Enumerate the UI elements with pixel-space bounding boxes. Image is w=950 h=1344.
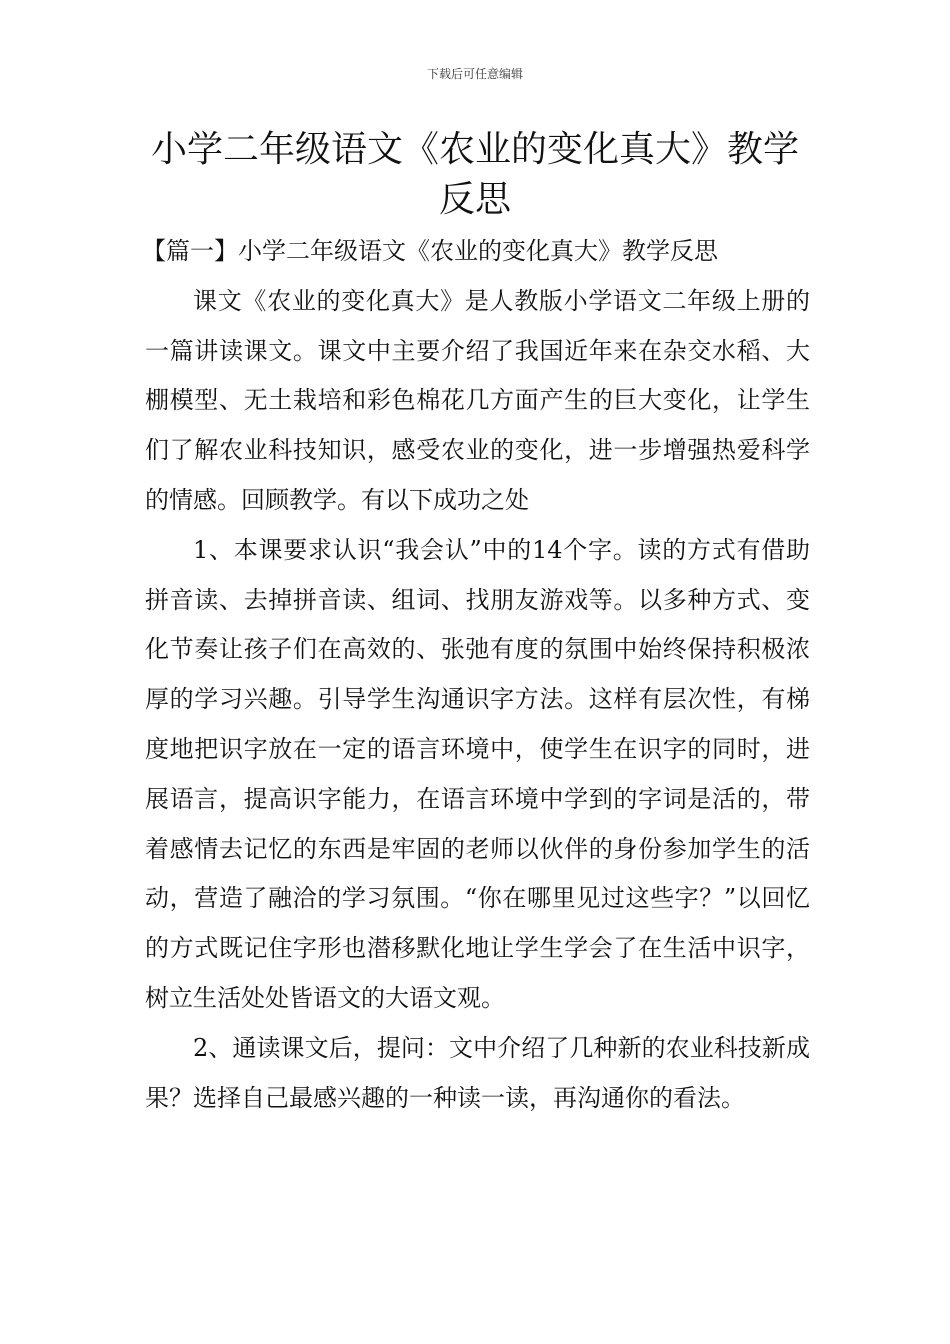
section-heading: 【篇一】小学二年级语文《农业的变化真大》教学反思 <box>142 237 718 265</box>
paragraph-point-1: 1、本课要求认识“我会认”中的14个字。读的方式有借助拼音读、去掉拼音读、组词、找朋友游戏等。以多种方式、变化节奏让孩子们在高效的、张弛有度的氛围中始终保持积极浓厚的学习兴趣。引导学生沟通识字方法。这样有层次性，有梯度地把识字放在一定的语言环境中，使学生在识字的同时，进展语言，提高识字能力，在语言环境中学到的字词是活的，带着感情去记忆的东西是牢固的老师以伙伴的身份参加学生的活动，营造了融洽的学习氛围。“你在哪里见过这些字？”以回忆的方式既记住字形也潜移默化地让学生学会了在生活中识字，树立生活处处皆语文的大语文观。 <box>145 535 810 1012</box>
paragraph-point-2: 2、通读课文后，提问：文中介绍了几种新的农业科技新成果？选择自己最感兴趣的一种读一读，再沟通你的看法。 <box>145 1033 810 1112</box>
document-title <box>140 125 810 225</box>
document-title-line-2: 反思 <box>438 179 511 220</box>
paragraph-intro: 课文《农业的变化真大》是人教版小学语文二年级上册的一篇讲读课文。课文中主要介绍了我国近年来在杂交水稻、大棚模型、无土栽培和彩色棉花几方面产生的巨大变化，让学生们了解农业科技知识，感受农业的变化，进一步增强热爱科学的情感。回顾教学。有以下成功之处 <box>145 286 810 514</box>
document-title-line-1: 小学二年级语文《农业的变化真大》教学 <box>150 129 799 170</box>
document-body <box>142 227 810 1123</box>
header-note: 下载后可任意编辑 <box>426 67 523 81</box>
